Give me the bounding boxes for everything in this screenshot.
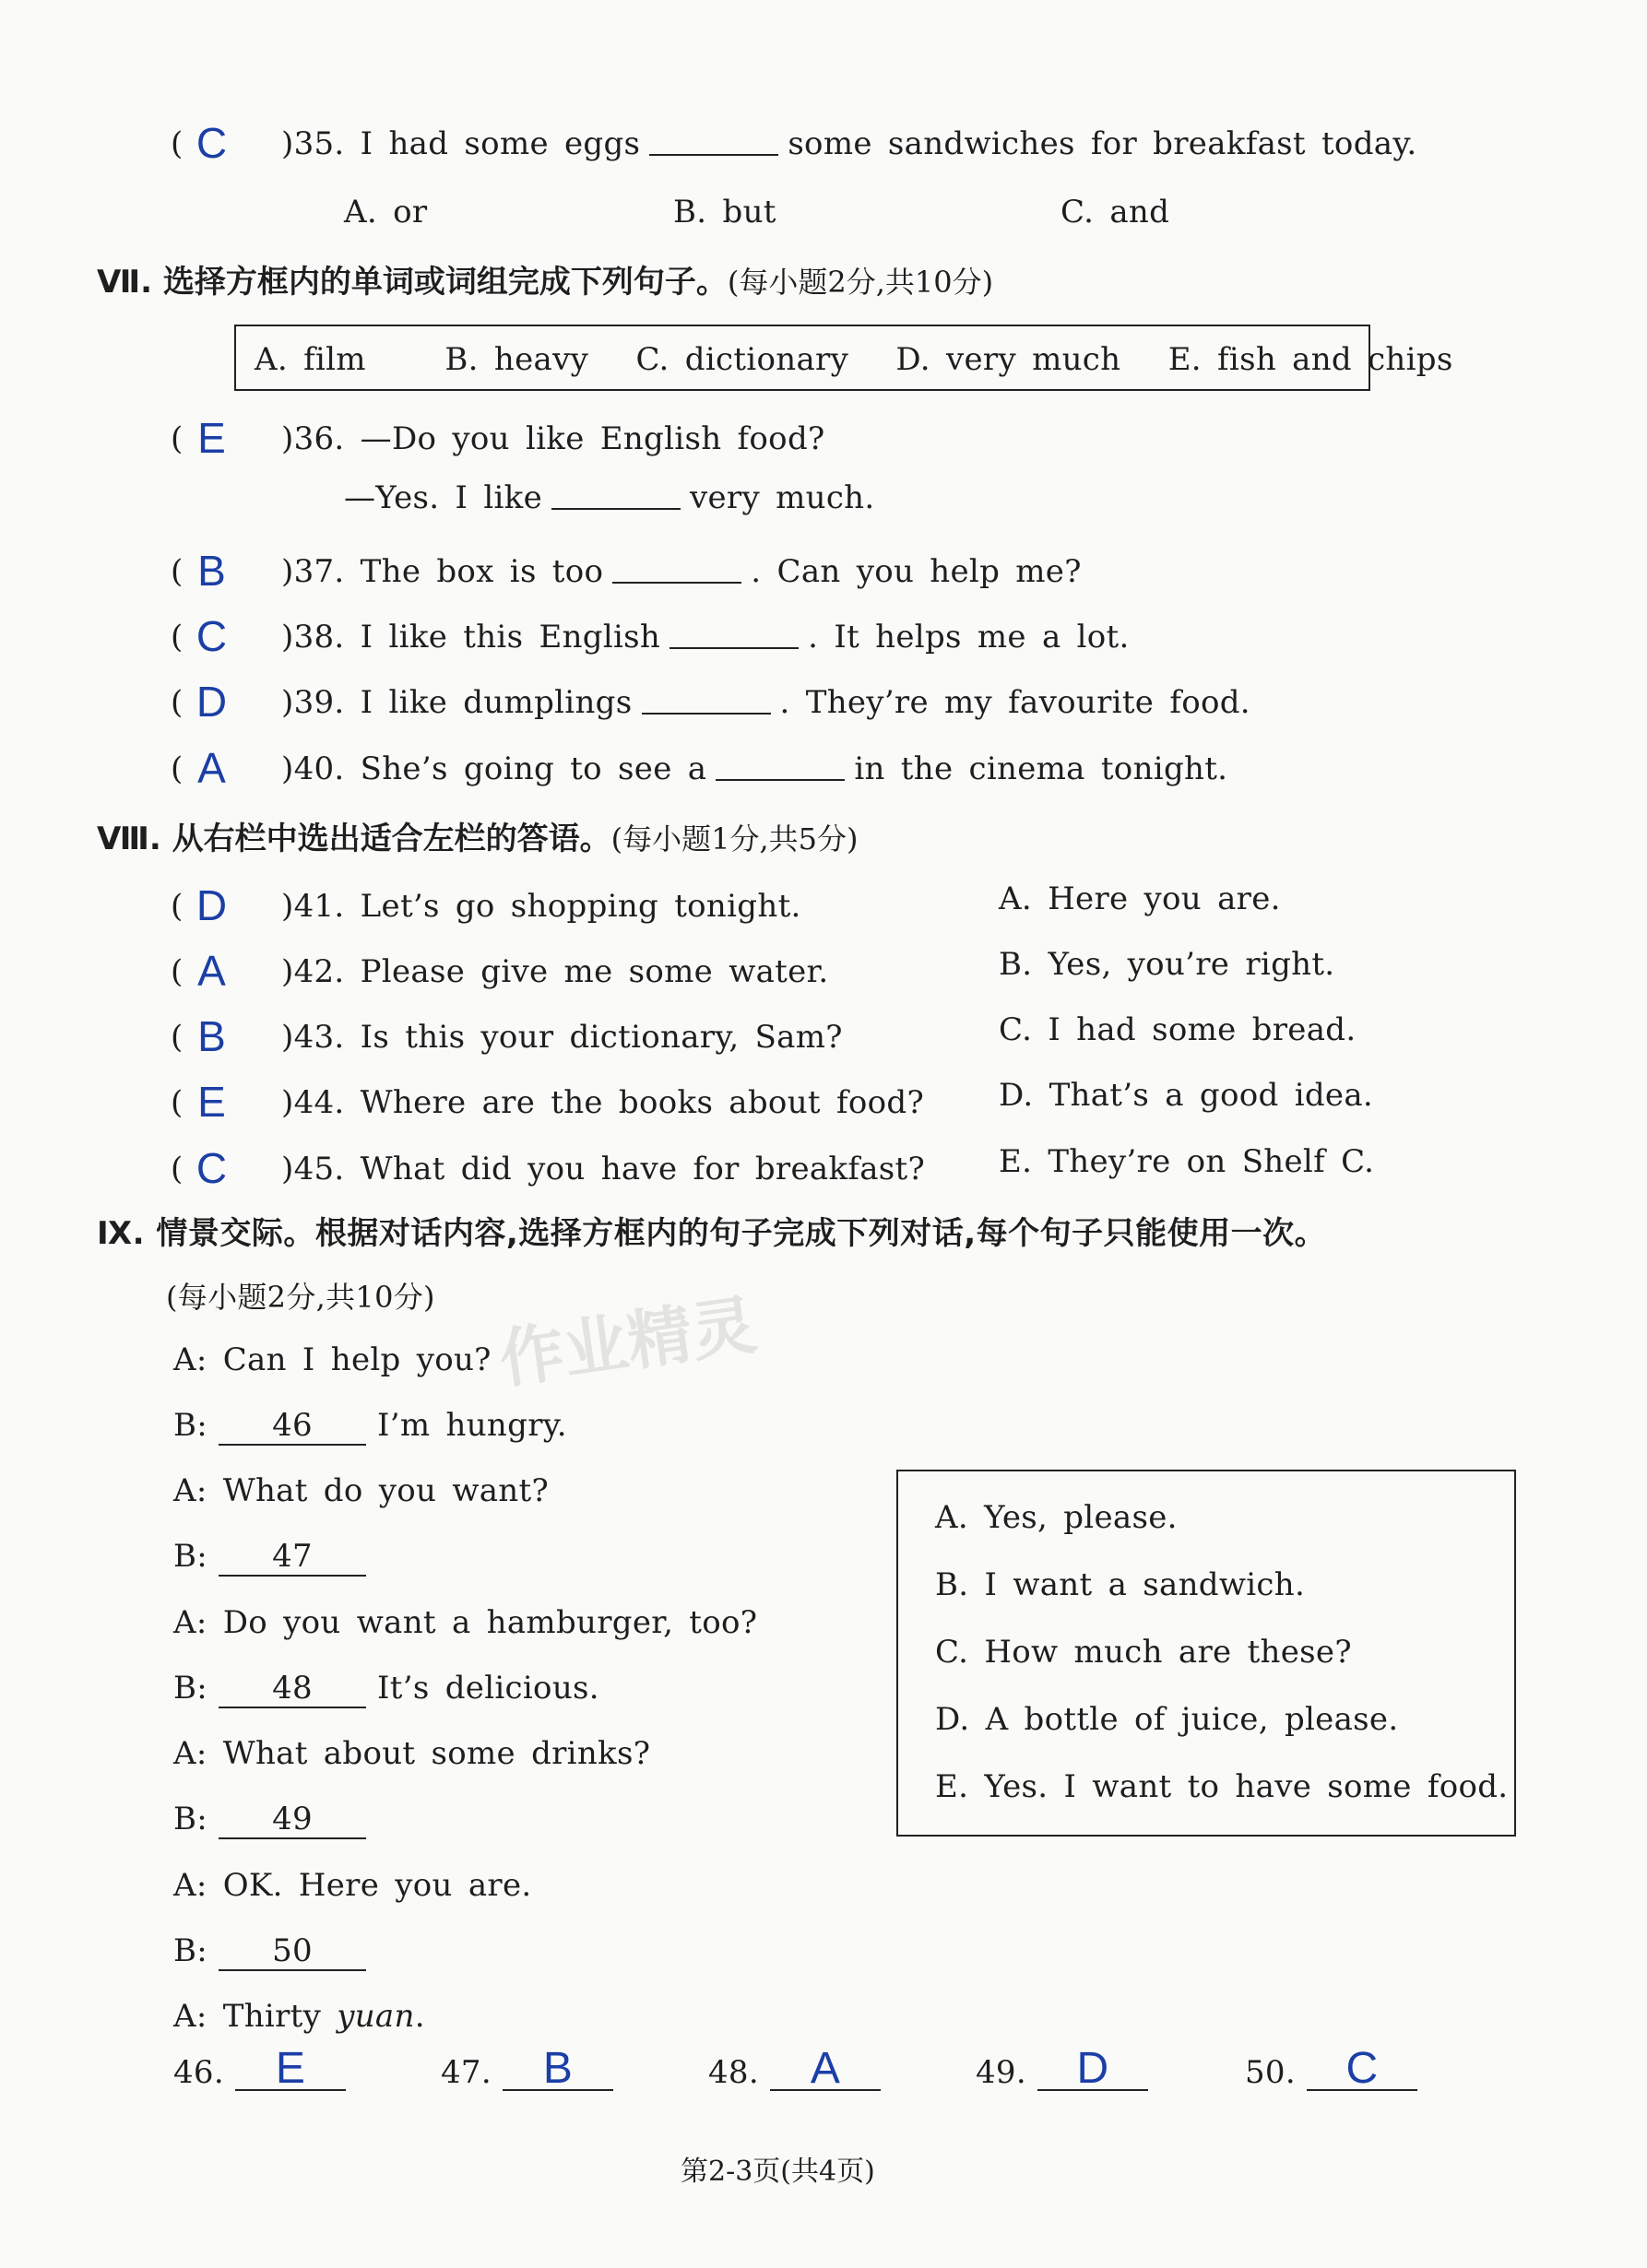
section-8-points: (每小题1分,共5分): [610, 821, 859, 856]
speaker: B:: [173, 1407, 208, 1444]
speaker: B:: [173, 1670, 208, 1707]
answer-39: D: [196, 678, 228, 726]
sentence-box: [896, 1470, 1516, 1837]
dialogue-text: Do you want a hamburger, too?: [222, 1604, 758, 1641]
question-35: [171, 118, 1416, 168]
answer-value: B: [503, 2049, 613, 2091]
blank: [612, 556, 741, 584]
q37-text2: . Can you help me?: [751, 553, 1082, 590]
answer-number: 49.: [976, 2054, 1026, 2091]
blank-50: 50: [219, 1932, 366, 1971]
word-box: [234, 325, 1453, 391]
dialogue-line-4: [173, 1538, 377, 1577]
speaker: A:: [173, 1472, 207, 1509]
answer-value: D: [1037, 2049, 1148, 2091]
q35-text2: some sandwiches for breakfast today.: [788, 125, 1417, 162]
word-option-d: D. very much: [895, 341, 1121, 378]
q36-cont-a: —Yes. I like: [344, 479, 542, 516]
sentence-option-e: E. Yes. I want to have some food.: [935, 1768, 1509, 1805]
answer-37: B: [197, 547, 227, 595]
q44-text: )44. Where are the books about food?: [281, 1084, 924, 1121]
answer-49: [976, 2044, 1148, 2093]
blank-46: 46: [219, 1407, 366, 1446]
speaker: A:: [173, 1341, 207, 1378]
blank-48: 48: [219, 1670, 366, 1708]
q39-text: )39. I like dumplings: [281, 684, 633, 721]
dialogue-text: It’s delicious.: [377, 1670, 599, 1707]
option-c: C. I had some bread.: [999, 1011, 1357, 1048]
blank: [551, 482, 681, 510]
dialogue-text: OK. Here you are.: [222, 1867, 532, 1904]
page-footer: 第2-3页(共4页): [681, 2156, 875, 2188]
blank: [649, 128, 778, 156]
dialogue-line-10: [173, 1932, 377, 1971]
answer-number: 48.: [708, 2054, 759, 2091]
answer-38: C: [196, 612, 228, 660]
paren: (: [171, 125, 184, 162]
blank: [716, 753, 845, 781]
dialogue-line-5: [173, 1604, 757, 1641]
question-36-response: [344, 479, 874, 516]
dialogue-line-1: [173, 1341, 492, 1378]
answer-41: D: [196, 881, 228, 929]
section-7-heading: Ⅶ. 选择方框内的单词或词组完成下列句子。: [97, 264, 728, 301]
word-option-b: B. heavy: [444, 341, 589, 378]
dialogue-line-2: [173, 1407, 567, 1446]
speaker: A:: [173, 1735, 207, 1772]
speaker: B:: [173, 1801, 208, 1837]
q37-text: )37. The box is too: [281, 553, 604, 590]
word-box-items: [255, 341, 1453, 378]
watermark: 作业精灵: [494, 1286, 762, 1399]
section-8-heading: Ⅷ. 从右栏中选出适合左栏的答语。: [97, 821, 611, 857]
speaker: B:: [173, 1538, 208, 1575]
question-38: ( C )38. I like this English . It helps me a lot.: [171, 612, 1130, 660]
question-41: ( D )41. Let’s go shopping tonight.: [171, 881, 801, 929]
blank: [642, 687, 771, 715]
q38-text2: . It helps me a lot.: [808, 619, 1130, 656]
dialogue-text: What about some drinks?: [222, 1735, 651, 1772]
word-option-a: A. film: [255, 341, 366, 378]
answer-40: A: [197, 744, 227, 792]
section-7-title: [97, 256, 993, 301]
blank-49: 49: [219, 1801, 366, 1839]
speaker: B:: [173, 1932, 208, 1969]
question-42: ( A )42. Please give me some water.: [171, 947, 829, 995]
q38-text: )38. I like this English: [281, 619, 661, 656]
word-option-e: E. fish and chips: [1167, 341, 1453, 378]
dialogue-italic: yuan: [337, 1998, 415, 2035]
answer-46: [173, 2044, 346, 2093]
dialogue-text: I’m hungry.: [377, 1407, 567, 1444]
option-b: B. Yes, you’re right.: [999, 946, 1335, 983]
question-44: ( E )44. Where are the books about food?: [171, 1078, 924, 1126]
dialogue-text: What do you want?: [222, 1472, 549, 1509]
sentence-option-a: A. Yes, please.: [935, 1499, 1178, 1536]
answer-value: E: [235, 2049, 346, 2091]
dialogue-line-3: [173, 1472, 549, 1509]
answer-45: C: [196, 1144, 228, 1192]
q35-option-b: B. but: [673, 194, 776, 230]
q35-text: )35. I had some eggs: [281, 125, 641, 162]
answer-44: E: [197, 1078, 227, 1126]
option-e: E. They’re on Shelf C.: [999, 1143, 1375, 1180]
word-option-c: C. dictionary: [635, 341, 849, 378]
q35-option-a: A. or: [344, 194, 428, 230]
speaker: A:: [173, 1604, 207, 1641]
question-37: ( B )37. The box is too . Can you help me?: [171, 547, 1082, 595]
question-39: ( D )39. I like dumplings . They’re my favourite food.: [171, 678, 1250, 726]
question-36: ( E )36. —Do you like English food?: [171, 414, 825, 462]
answer-43: B: [197, 1012, 227, 1060]
answer-number: 46.: [173, 2054, 224, 2091]
section-9-title: Ⅸ. 情景交际。根据对话内容,选择方框内的句子完成下列对话,每个句子只能使用一次。: [97, 1215, 1327, 1252]
question-45: ( C )45. What did you have for breakfast?: [171, 1144, 926, 1192]
answer-number: 47.: [441, 2054, 492, 2091]
q39-text2: . They’re my favourite food.: [779, 684, 1250, 721]
dialogue-text: Can I help you?: [222, 1341, 492, 1378]
option-d: D. That’s a good idea.: [999, 1077, 1374, 1114]
blank: [669, 621, 799, 649]
q45-text: )45. What did you have for breakfast?: [281, 1151, 926, 1187]
q42-text: )42. Please give me some water.: [281, 953, 829, 990]
blank-47: 47: [219, 1538, 366, 1577]
question-40: ( A )40. She’s going to see a in the cinema tonight.: [171, 744, 1228, 792]
section-8-title: [97, 813, 859, 858]
section-9-points: (每小题2分,共10分): [166, 1280, 435, 1315]
q36-cont-b: very much.: [690, 479, 875, 516]
dialogue-end: .: [414, 1998, 425, 2035]
question-43: ( B )43. Is this your dictionary, Sam?: [171, 1012, 843, 1060]
q40-text: )40. She’s going to see a: [281, 750, 707, 787]
answer-number: 50.: [1245, 2054, 1296, 2091]
answer-42: A: [197, 947, 227, 995]
dialogue-line-9: [173, 1867, 532, 1904]
answer-value: C: [1307, 2049, 1417, 2091]
answer-48: [708, 2044, 881, 2093]
dialogue-text: Thirty: [222, 1998, 322, 2035]
section-7-points: (每小题2分,共10分): [727, 265, 994, 300]
dialogue-line-8: [173, 1801, 377, 1839]
dialogue-line-7: [173, 1735, 650, 1772]
q41-text: )41. Let’s go shopping tonight.: [281, 888, 801, 925]
q36-text: )36. —Do you like English food?: [281, 420, 825, 457]
answer-35: C: [196, 119, 228, 167]
q40-text2: in the cinema tonight.: [854, 750, 1228, 787]
sentence-option-c: C. How much are these?: [935, 1634, 1352, 1671]
answer-50: [1245, 2044, 1417, 2093]
dialogue-line-11: [173, 1998, 425, 2035]
speaker: A:: [173, 1867, 207, 1904]
answer-47: [441, 2044, 613, 2093]
q43-text: )43. Is this your dictionary, Sam?: [281, 1019, 843, 1056]
option-a: A. Here you are.: [999, 880, 1281, 917]
answer-value: A: [770, 2049, 881, 2091]
q35-option-c: C. and: [1060, 194, 1170, 230]
sentence-option-b: B. I want a sandwich.: [935, 1566, 1306, 1603]
answer-36: E: [197, 414, 227, 462]
sentence-option-d: D. A bottle of juice, please.: [935, 1701, 1399, 1738]
dialogue-line-6: [173, 1670, 599, 1708]
speaker: A:: [173, 1998, 207, 2035]
